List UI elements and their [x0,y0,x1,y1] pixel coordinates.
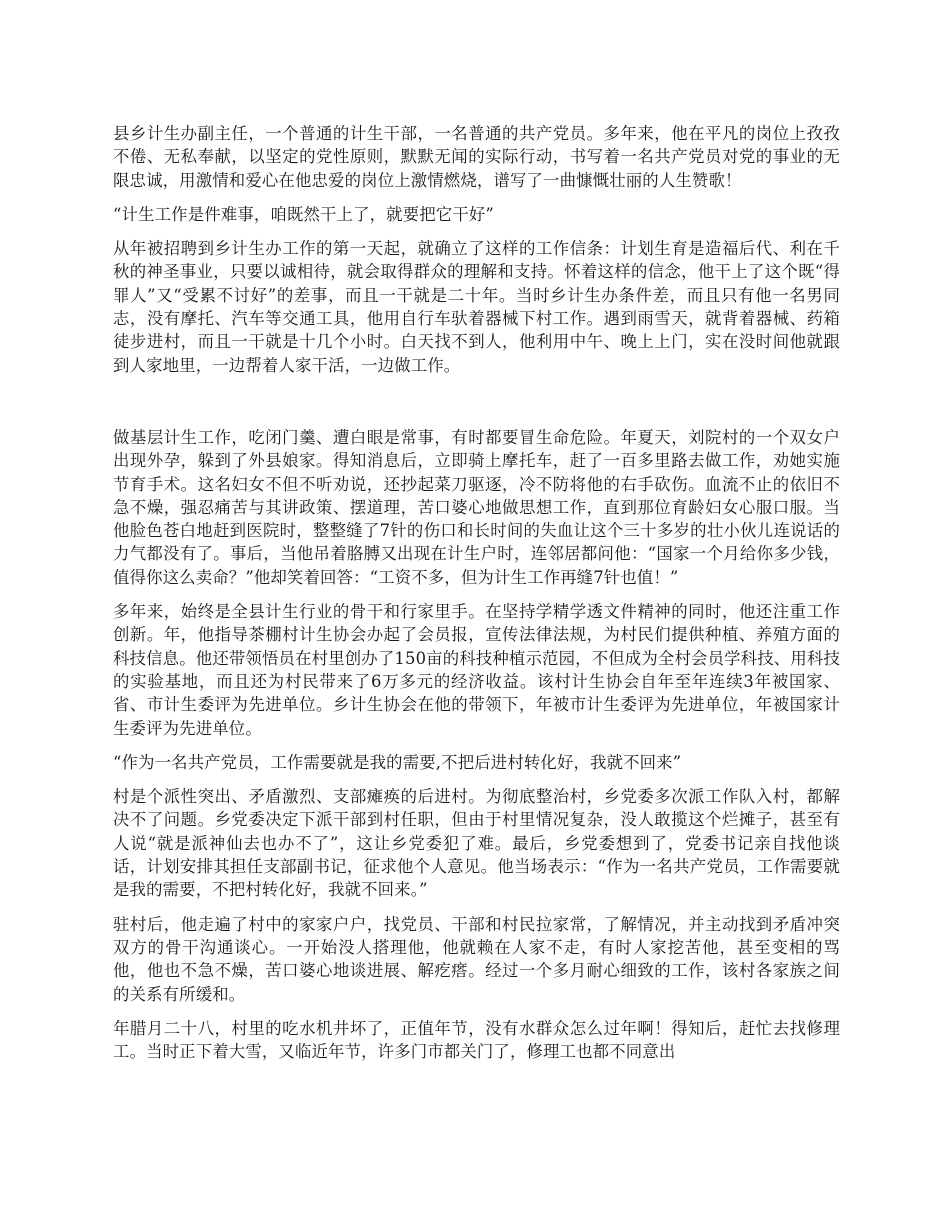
paragraph-visits: 驻村后，他走遍了村中的家家户户，找党员、干部和村民拉家常，了解情况，并主动找到矛盾冲突双方的骨干沟通谈心。一开始没人搭理他，他就赖在人家不走，有时人家挖苦他，甚至变相的骂他，他也不急不燥，苦口婆心地谈进展、解疙瘩。经过一个多月耐心细致的工作，该村各家族之间的关系有所缓和。 [113,914,840,1004]
section-heading-2: “作为一名共产党员，工作需要就是我的需要,不把后进村转化好，我就不回来” [113,752,682,772]
paragraph-recruitment: 从年被招聘到乡计生办工作的第一天起，就确立了这样的工作信条：计划生育是造福后代、利在千秋的神圣事业，只要以诚相待，就会取得群众的理解和支持。怀着这样的信念，他干上了这个既“得罪人”又“受累不讨好”的差事，而且一干就是二十年。当时乡计生办条件差，而且只有他一名男同志，没有摩托、汽车等交通工具，他用自行车驮着器械下村工作。遇到雨雪天，就背着器械、药箱徒步进村，而且一干就是十几个小时。白天找不到人，他利用中午、晚上上门，实在没时间他就跟到人家地里，一边帮着人家干活，一边做工作。 [113,239,840,375]
paragraph-intro: 县乡计生办副主任，一个普通的计生干部，一名普通的共产党员。多年来，他在平凡的岗位上孜孜不倦、无私奉献，以坚定的党性原则，默默无闻的实际行动，书写着一名共产党员对党的事业的无限忠诚，用激情和爱心在他忠爱的岗位上激情燃烧，谱写了一曲慷慨壮丽的人生赞歌！ [113,124,840,190]
document-body [113,122,840,1074]
paragraph-village: 村是个派性突出、矛盾激烈、支部瘫痪的后进村。为彻底整治村，乡党委多次派工作队入村，都解决不了问题。乡党委决定下派干部到村任职，但由于村里情况复杂，没人敢揽这个烂摊子，甚至有人说“就是派神仙去也办不了”，这让乡党委犯了难。最后，乡党委想到了，党委书记亲自找他谈话，计划安排其担任支部副书记，征求他个人意见。他当场表示：“作为一名共产党员，工作需要就是我的需要，不把村转化好，我就不回来。” [113,787,840,900]
paragraph-well: 年腊月二十八，村里的吃水机井坏了，正值年节，没有水群众怎么过年啊！得知后，赶忙去找修理工。当时正下着大雪，又临近年节，许多门市都关门了，修理工也都不同意出 [113,1018,840,1062]
section-heading-1: “计生工作是件难事，咱既然干上了，就要把它干好” [113,204,494,224]
blank-gap [113,388,840,426]
paragraph-danger: 做基层计生工作，吃闭门羹、遭白眼是常事，有时都要冒生命危险。年夏天，刘院村的一个双女户出现外孕，躲到了外县娘家。得知消息后，立即骑上摩托车，赶了一百多里路去做工作，劝她实施节育手术。这名妇女不但不听劝说，还抄起菜刀驱逐，冷不防将他的右手砍伤。血流不止的依旧不急不燥，强忍痛苦与其讲政策、摆道理，苦口婆心地做思想工作，直到那位育龄妇女心服口服。当他脸色苍白地赶到医院时，整整缝了7针的伤口和长时间的失血让这个三十多岁的壮小伙儿连说话的力气都没有了。事后，当他吊着胳膊又出现在计生户时，连邻居都问他：“国家一个月给你多少钱，值得你这么卖命？”他却笑着回答：“工资不多，但为计生工作再缝7针也值！” [113,427,840,587]
paragraph-innovation: 多年来，始终是全县计生行业的骨干和行家里手。在坚持学精学透文件精神的同时，他还注重工作创新。年，他指导茶棚村计生协会办起了会员报，宣传法律法规，为村民们提供种植、养殖方面的科技信息。他还带领悟员在村里创办了150亩的科技种植示范园，不但成为全村会员学科技、用科技的实验基地，而且还为村民带来了6万多元的经济收益。该村计生协会自年至年连续3年被国家、省、市计生委评为先进单位。乡计生协会在他的带领下，年被市计生委评为先进单位，年被国家计生委评为先进单位。 [113,602,840,738]
